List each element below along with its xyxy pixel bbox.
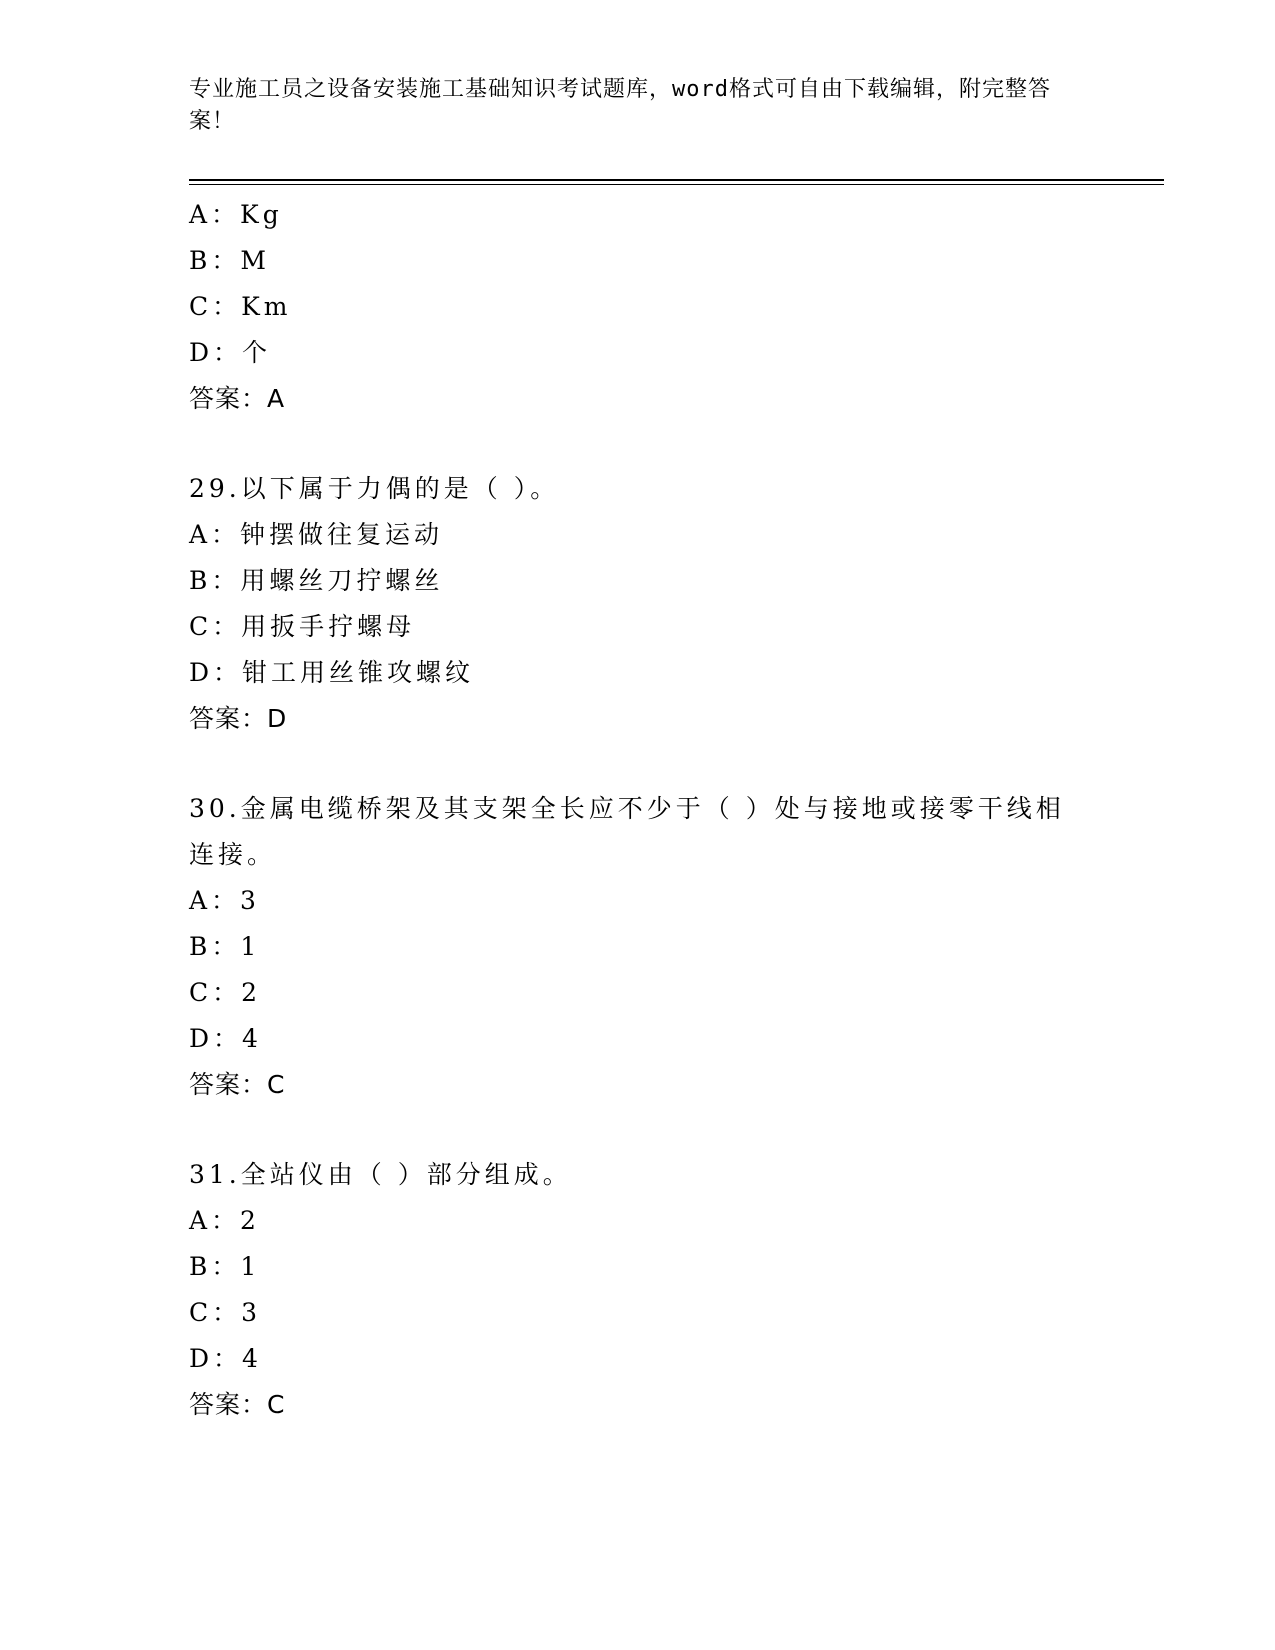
option-c: C：Km — [189, 292, 292, 321]
question-block-prev — [189, 192, 1089, 422]
question-text: 30.金属电缆桥架及其支架全长应不少于（ ）处与接地或接零干线相连接。 — [189, 794, 1065, 869]
option-a: A：2 — [189, 1206, 260, 1235]
spacer — [189, 1108, 1089, 1152]
page-header: 专业施工员之设备安装施工基础知识考试题库，word格式可自由下载编辑，附完整答案！ — [189, 77, 1051, 134]
spacer — [189, 422, 1089, 466]
option-a: A：钟摆做往复运动 — [189, 520, 444, 549]
question-block-29 — [189, 466, 1089, 742]
option-c: C：用扳手拧螺母 — [189, 612, 416, 641]
option-c: C：3 — [189, 1298, 262, 1327]
answer-label: 答案：D — [189, 704, 288, 733]
option-b: B：M — [189, 246, 270, 275]
option-d: D：钳工用丝锥攻螺纹 — [189, 658, 475, 687]
spacer — [189, 742, 1089, 786]
answer-label: 答案：A — [189, 384, 286, 413]
option-d: D：4 — [189, 1344, 262, 1373]
header-rule-thick — [189, 179, 1164, 181]
option-a: A：3 — [189, 886, 260, 915]
option-a: A：Kg — [189, 200, 283, 229]
option-b: B：1 — [189, 1252, 261, 1281]
option-d: D：4 — [189, 1024, 262, 1053]
option-b: B：用螺丝刀拧螺丝 — [189, 566, 444, 595]
option-c: C：2 — [189, 978, 262, 1007]
answer-label: 答案：C — [189, 1390, 286, 1419]
option-d: D：个 — [189, 338, 272, 367]
question-block-31 — [189, 1152, 1089, 1428]
answer-label: 答案：C — [189, 1070, 286, 1099]
question-list — [189, 192, 1089, 1428]
header-rule-thin — [189, 184, 1164, 185]
question-block-30 — [189, 786, 1089, 1108]
question-text: 31.全站仪由（ ）部分组成。 — [189, 1160, 572, 1189]
question-text: 29.以下属于力偶的是（ ）。 — [189, 474, 560, 503]
option-b: B：1 — [189, 932, 261, 961]
